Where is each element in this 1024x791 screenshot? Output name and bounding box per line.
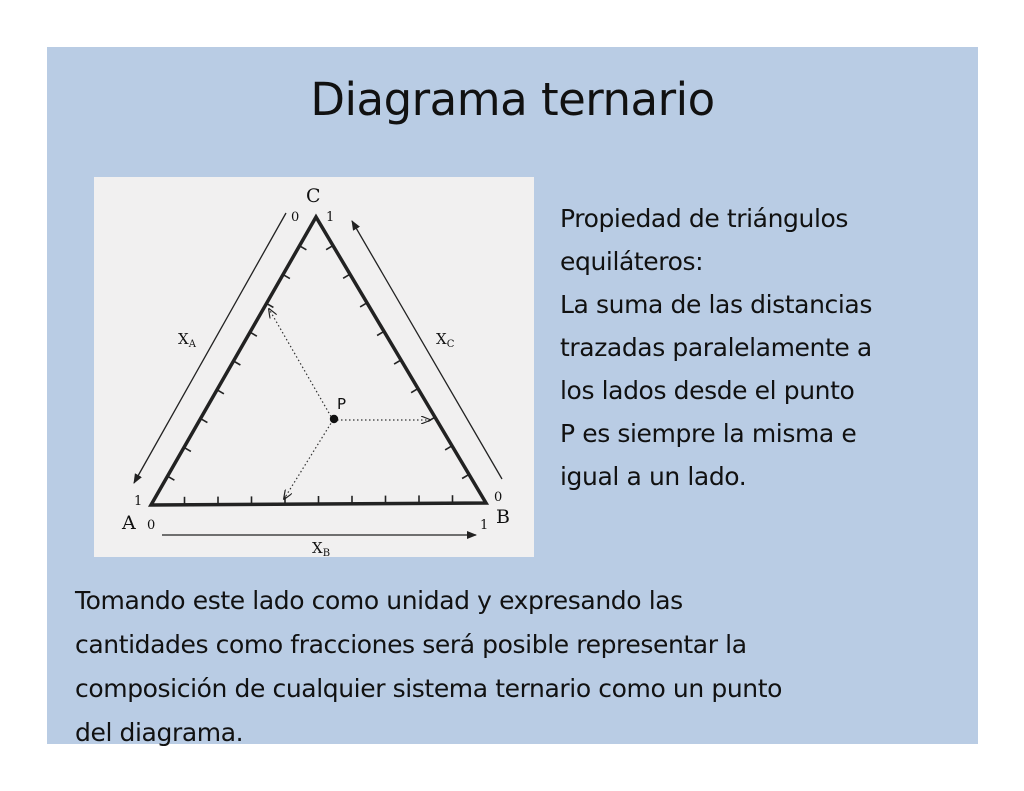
axis-label-xb: $X_B$ (312, 539, 331, 557)
bottom-line: Tomando este lado como unidad y expresando las (75, 586, 683, 615)
tick-mark-ac (300, 246, 307, 250)
point-p-label: P (337, 395, 347, 413)
tick-mark-cb (360, 303, 367, 307)
ternary-diagram (94, 177, 534, 557)
tick-label-a-bottom: 0 (147, 518, 156, 533)
tick-mark-ac (168, 476, 175, 480)
bottom-line: composición de cualquier sistema ternario como un punto (75, 674, 783, 703)
ternary-triangle (151, 217, 486, 505)
tick-mark-ac (217, 390, 224, 394)
tick-label-c-left: 0 (291, 210, 300, 225)
tick-mark-cb (462, 474, 469, 478)
property-line: los lados desde el punto (560, 376, 855, 405)
axis-label-xc: $X_C$ (436, 330, 455, 350)
p-to-ab-arrow (284, 420, 333, 499)
tick-mark-ac (184, 447, 191, 451)
tick-mark-ac (267, 303, 274, 307)
ternary-diagram-figure (94, 177, 534, 557)
tick-mark-cb (428, 417, 435, 421)
tick-mark-cb (411, 389, 418, 393)
tick-mark-ac (283, 275, 290, 279)
property-line: Propiedad de triángulos (560, 204, 849, 233)
tick-mark-ac (250, 332, 257, 336)
vertex-c-label: C (306, 185, 321, 207)
xc-arrow (352, 221, 502, 479)
tick-label-b-bottom: 1 (480, 518, 489, 533)
tick-mark-ac (201, 419, 208, 423)
triangle-ticks (168, 246, 470, 505)
tick-mark-cb (326, 246, 333, 250)
bottom-line: cantidades como fracciones será posible representar la (75, 630, 747, 659)
property-line: P es siempre la misma e (560, 419, 857, 448)
tick-mark-cb (343, 274, 350, 278)
tick-label-c-right: 1 (326, 210, 335, 225)
tick-mark-cb (394, 360, 401, 364)
slide (47, 47, 978, 747)
vertex-a-label: A (122, 512, 136, 534)
tick-mark-cb (377, 331, 384, 335)
bottom-line: del diagrama. (75, 718, 244, 747)
xa-arrow (134, 213, 286, 483)
property-line: La suma de las distancias (560, 290, 872, 319)
p-to-ac-arrow (269, 309, 333, 420)
bottom-text (75, 579, 965, 755)
axis-label-xa: $X_A$ (178, 330, 196, 350)
point-p (330, 415, 338, 423)
property-line: equiláteros: (560, 247, 704, 276)
tick-label-b-right: 0 (494, 490, 503, 505)
vertex-b-label: B (496, 506, 510, 528)
property-text (560, 197, 960, 498)
tick-mark-ac (234, 361, 241, 365)
slide-title: Diagrama ternario (310, 73, 715, 126)
tick-mark-cb (445, 446, 452, 450)
property-line: trazadas paralelamente a (560, 333, 872, 362)
property-line: igual a un lado. (560, 462, 747, 491)
tick-label-a-left: 1 (134, 494, 143, 509)
